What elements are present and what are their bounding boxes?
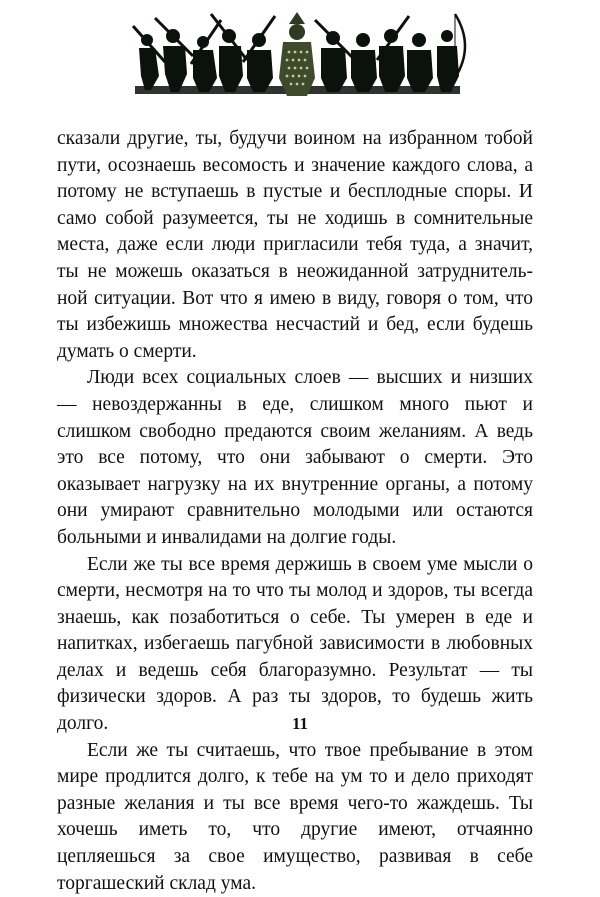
- paragraph: Если же ты все время держишь в своем уме мысли о смерти, несмотря на то что ты молод и здоров, ты всегда знаешь, как позаботиться о себе. Ты умерен в еде и напитках, избегаешь пагубной зависимости в любовных делах и ведешь себя благоразумно. Результат — ты физически здоров. А раз ты здоров, то будешь жить долго.: [57, 553, 533, 735]
- paragraph: Люди всех социальных слоев — высших и низших — невоздержанны в еде, слишком много пьют и слишком свободно предаются своим желаниям. А ведь это все потому, что они забывают о смерти. Это оказывает нагрузку на их внутренние органы, а потому они умирают сравнительно молодыми или остаются больными и инвалидами на долгие годы.: [57, 367, 533, 548]
- samurai-frieze-illustration: [125, 6, 470, 106]
- page-number: 11: [291, 714, 309, 733]
- paragraph: Если же ты считаешь, что твое пребывание в этом мире продлится долго, к тебе на ум то и дело приходят разные желания и ты все время чего-то жаждешь. Ты хочешь иметь то, что другие имеют, отчаянно цепляешься за свое имущество, развивая в себе торгашеский склад ума.: [57, 739, 533, 894]
- paragraph: сказали другие, ты, будучи воином на избранном тобой пути, осознаешь весомость и значение каждого слова, а потому не вступаешь в пустые и бесплодные споры. И само собой разумеется, ты не ходишь в сомнительные места, даже если люди пригласили тебя туда, а значит, ты не можешь оказаться в неожиданной затруднительной ситуации. Вот что я имею в виду, говоря о том, что ты избежишь множества несчастий и бед, если будешь думать о смерти.: [57, 128, 533, 362]
- main-text: [57, 126, 533, 897]
